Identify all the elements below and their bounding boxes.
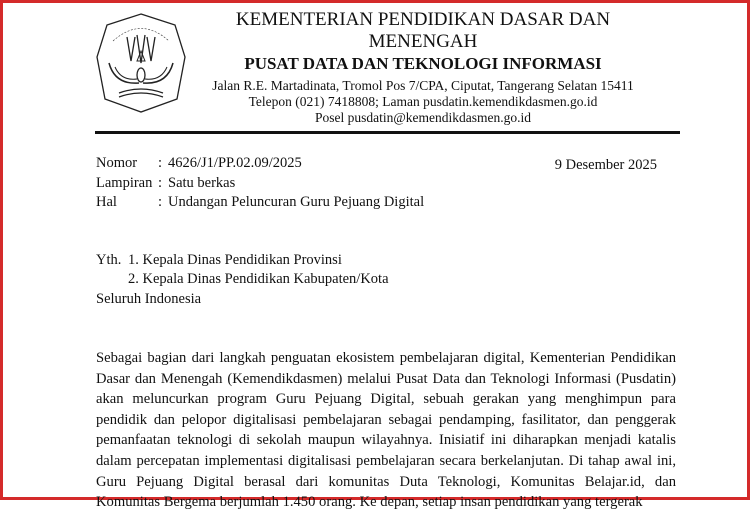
lampiran-value: Satu berkas bbox=[168, 175, 236, 191]
contact-line: Telepon (021) 7418808; Laman pusdatin.kemendikdasmen.go.id bbox=[248, 94, 598, 109]
recipient-region: Seluruh Indonesia bbox=[96, 291, 202, 307]
separator: : bbox=[158, 194, 163, 210]
ministry-name-line1: KEMENTERIAN PENDIDIKAN DASAR DAN bbox=[235, 9, 611, 30]
recipient-item: 1. Kepala Dinas Pendidikan Provinsi bbox=[128, 252, 342, 268]
separator: : bbox=[158, 155, 163, 171]
unit-name: PUSAT DATA DAN TEKNOLOGI INFORMASI bbox=[244, 54, 602, 73]
ministry-name-line2: MENENGAH bbox=[368, 31, 478, 52]
letter-date: 9 Desember 2025 bbox=[554, 157, 657, 173]
hal-label: Hal bbox=[96, 194, 117, 210]
tut-wuri-handayani-logo bbox=[95, 11, 187, 115]
hal-value: Undangan Peluncuran Guru Pejuang Digital bbox=[168, 194, 425, 210]
email-line: Posel pusdatin@kemendikdasmen.go.id bbox=[314, 110, 532, 125]
letterhead-divider bbox=[95, 131, 680, 134]
nomor-row bbox=[96, 155, 302, 172]
lampiran-label: Lampiran bbox=[96, 175, 153, 191]
hal-row bbox=[96, 194, 424, 211]
separator: : bbox=[158, 175, 163, 191]
salutation: Yth. bbox=[96, 252, 122, 268]
nomor-label: Nomor bbox=[96, 155, 138, 171]
address-line: Jalan R.E. Martadinata, Tromol Pos 7/CPA, Ciputat, Tangerang Selatan 15411 bbox=[212, 78, 634, 93]
recipient-item: 2. Kepala Dinas Pendidikan Kabupaten/Kota bbox=[128, 271, 389, 287]
body-paragraph: Sebagai bagian dari langkah penguatan ekosistem pembelajaran digital, Kementerian Pendidikan Dasar dan Menengah (Kemendikdasmen) melalui Pusat Data dan Teknologi Informasi (Pusdatin) akan meluncurkan program Guru Pejuang Digital, sebuah gerakan yang menghimpun para pendidik dan pelopor digitalisasi pembelajaran sebagai pendamping, fasilitator, dan penggerak pemanfaatan teknologi di sekolah maupun wilayahnya. Inisiatif ini diharapkan menjadi katalis dalam percepatan implementasi digitalisasi pembelajaran secara berkelanjutan. Di tahap awal ini, Guru Pejuang Digital berasal dari komunitas Duta Teknologi, Komunitas Belajar.id, dan Komunitas Bergema berjumlah 1.450 orang. Ke depan, setiap insan pendidikan yang tergerak bbox=[96, 350, 676, 511]
nomor-value: 4626/J1/PP.02.09/2025 bbox=[168, 155, 302, 171]
recipient-line-1 bbox=[96, 252, 342, 269]
lampiran-row bbox=[96, 175, 235, 192]
